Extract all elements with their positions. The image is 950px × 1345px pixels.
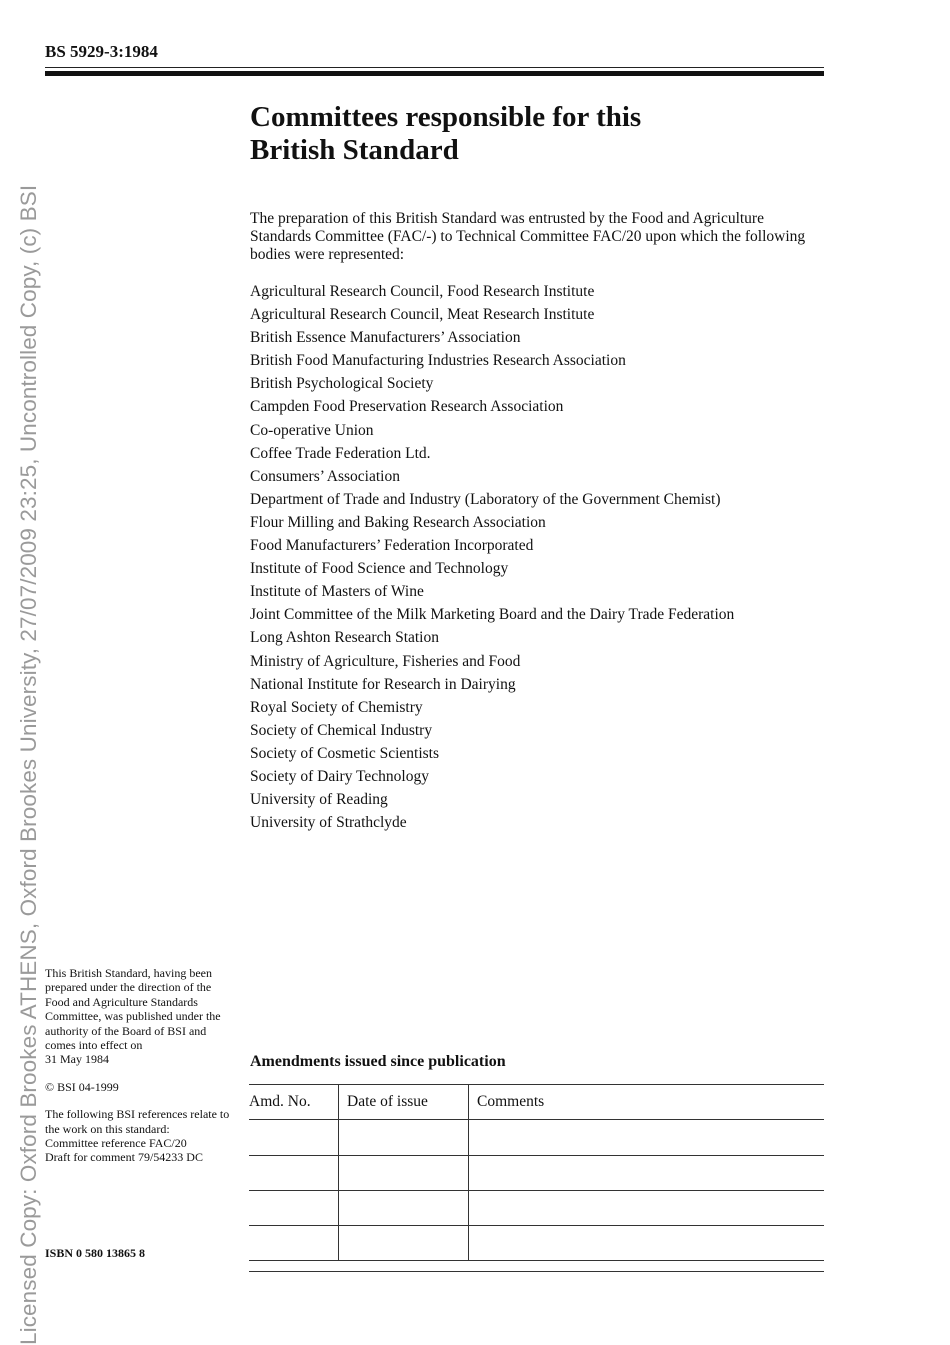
isbn: ISBN 0 580 13865 8	[45, 1246, 146, 1260]
header-rule-thick	[45, 71, 824, 76]
table-row	[249, 1226, 824, 1261]
table-cell	[249, 1226, 339, 1261]
list-item: Department of Trade and Industry (Laboratory of the Government Chemist)	[250, 490, 721, 508]
page-title	[250, 101, 641, 167]
list-item: Royal Society of Chemistry	[250, 698, 423, 716]
list-item: British Essence Manufacturers’ Association	[250, 329, 521, 347]
list-item: Society of Dairy Technology	[250, 767, 429, 785]
draft-reference: Draft for comment 79/54233 DC	[45, 1150, 203, 1165]
list-item: Agricultural Research Council, Food Research Institute	[250, 283, 595, 300]
list-item: Institute of Food Science and Technology	[250, 560, 509, 578]
amendments-title: Amendments issued since publication	[250, 1053, 506, 1070]
list-item: Flour Milling and Baking Research Association	[250, 513, 546, 531]
list-item: Society of Chemical Industry	[250, 721, 433, 739]
list-item: British Psychological Society	[250, 375, 434, 393]
list-item: Campden Food Preservation Research Association	[250, 398, 564, 416]
table-cell	[249, 1120, 339, 1155]
list-item: Co-operative Union	[250, 421, 374, 439]
column-header-amd-no: Amd. No.	[249, 1085, 339, 1120]
represented-bodies-list	[250, 280, 734, 834]
table-cell	[339, 1190, 469, 1225]
header-rule-thin	[45, 67, 824, 68]
list-item: Long Ashton Research Station	[250, 629, 439, 647]
list-item: University of Strathclyde	[250, 814, 407, 832]
table-header-row	[249, 1085, 824, 1120]
publication-note: This British Standard, having been prepared under the direction of the Food and Agriculture Standards Committee, was published under the authority of the Board of BSI and comes into effect on	[45, 966, 221, 1053]
list-item: Agricultural Research Council, Meat Research Institute	[250, 306, 595, 324]
list-item: Society of Cosmetic Scientists	[250, 744, 439, 762]
copyright-notice: © BSI 04-1999	[45, 1079, 119, 1094]
column-header-date-of-issue: Date of issue	[339, 1085, 469, 1120]
page-title-line-1: Committees responsible for this	[250, 101, 642, 133]
intro-paragraph: The preparation of this British Standard was entrusted by the Food and Agriculture Standards Committee (FAC/-) to Technical Committee FAC/20 upon which the following bodies were represented:	[250, 210, 806, 263]
table-cell	[469, 1190, 825, 1225]
effective-date: 31 May 1984	[45, 1052, 109, 1067]
list-item: Consumers’ Association	[250, 467, 400, 485]
list-item: Food Manufacturers’ Federation Incorporated	[250, 537, 534, 555]
references-intro: The following BSI references relate to the work on this standard:	[45, 1107, 230, 1136]
table-row	[249, 1155, 824, 1190]
list-item: Institute of Masters of Wine	[250, 583, 424, 601]
list-item: National Institute for Research in Dairying	[250, 675, 516, 693]
table-cell	[339, 1155, 469, 1190]
table-cell	[339, 1226, 469, 1261]
table-cell	[339, 1120, 469, 1155]
table-cell	[469, 1226, 825, 1261]
page-title-line-2: British Standard	[250, 134, 459, 166]
table-cell	[469, 1120, 825, 1155]
table-cell	[249, 1190, 339, 1225]
standard-code: BS 5929-3:1984	[45, 42, 158, 61]
list-item: British Food Manufacturing Industries Research Association	[250, 352, 626, 370]
publication-sidebar	[45, 966, 235, 1165]
committee-reference: Committee reference FAC/20	[45, 1136, 187, 1151]
list-item: Joint Committee of the Milk Marketing Board and the Dairy Trade Federation	[250, 606, 735, 624]
amendments-table	[249, 1084, 824, 1261]
list-item: University of Reading	[250, 791, 388, 809]
table-row	[249, 1190, 824, 1225]
table-cell	[249, 1155, 339, 1190]
column-header-comments: Comments	[469, 1085, 825, 1120]
list-item: Ministry of Agriculture, Fisheries and Food	[250, 652, 521, 670]
table-row	[249, 1120, 824, 1155]
list-item: Coffee Trade Federation Ltd.	[250, 444, 431, 462]
license-watermark: Licensed Copy: Oxford Brookes ATHENS, Oxford Brookes University, 27/07/2009 23:25, Uncontrolled Copy, (c) BSI	[16, 184, 41, 1345]
footer-rule	[249, 1271, 824, 1272]
table-cell	[469, 1155, 825, 1190]
